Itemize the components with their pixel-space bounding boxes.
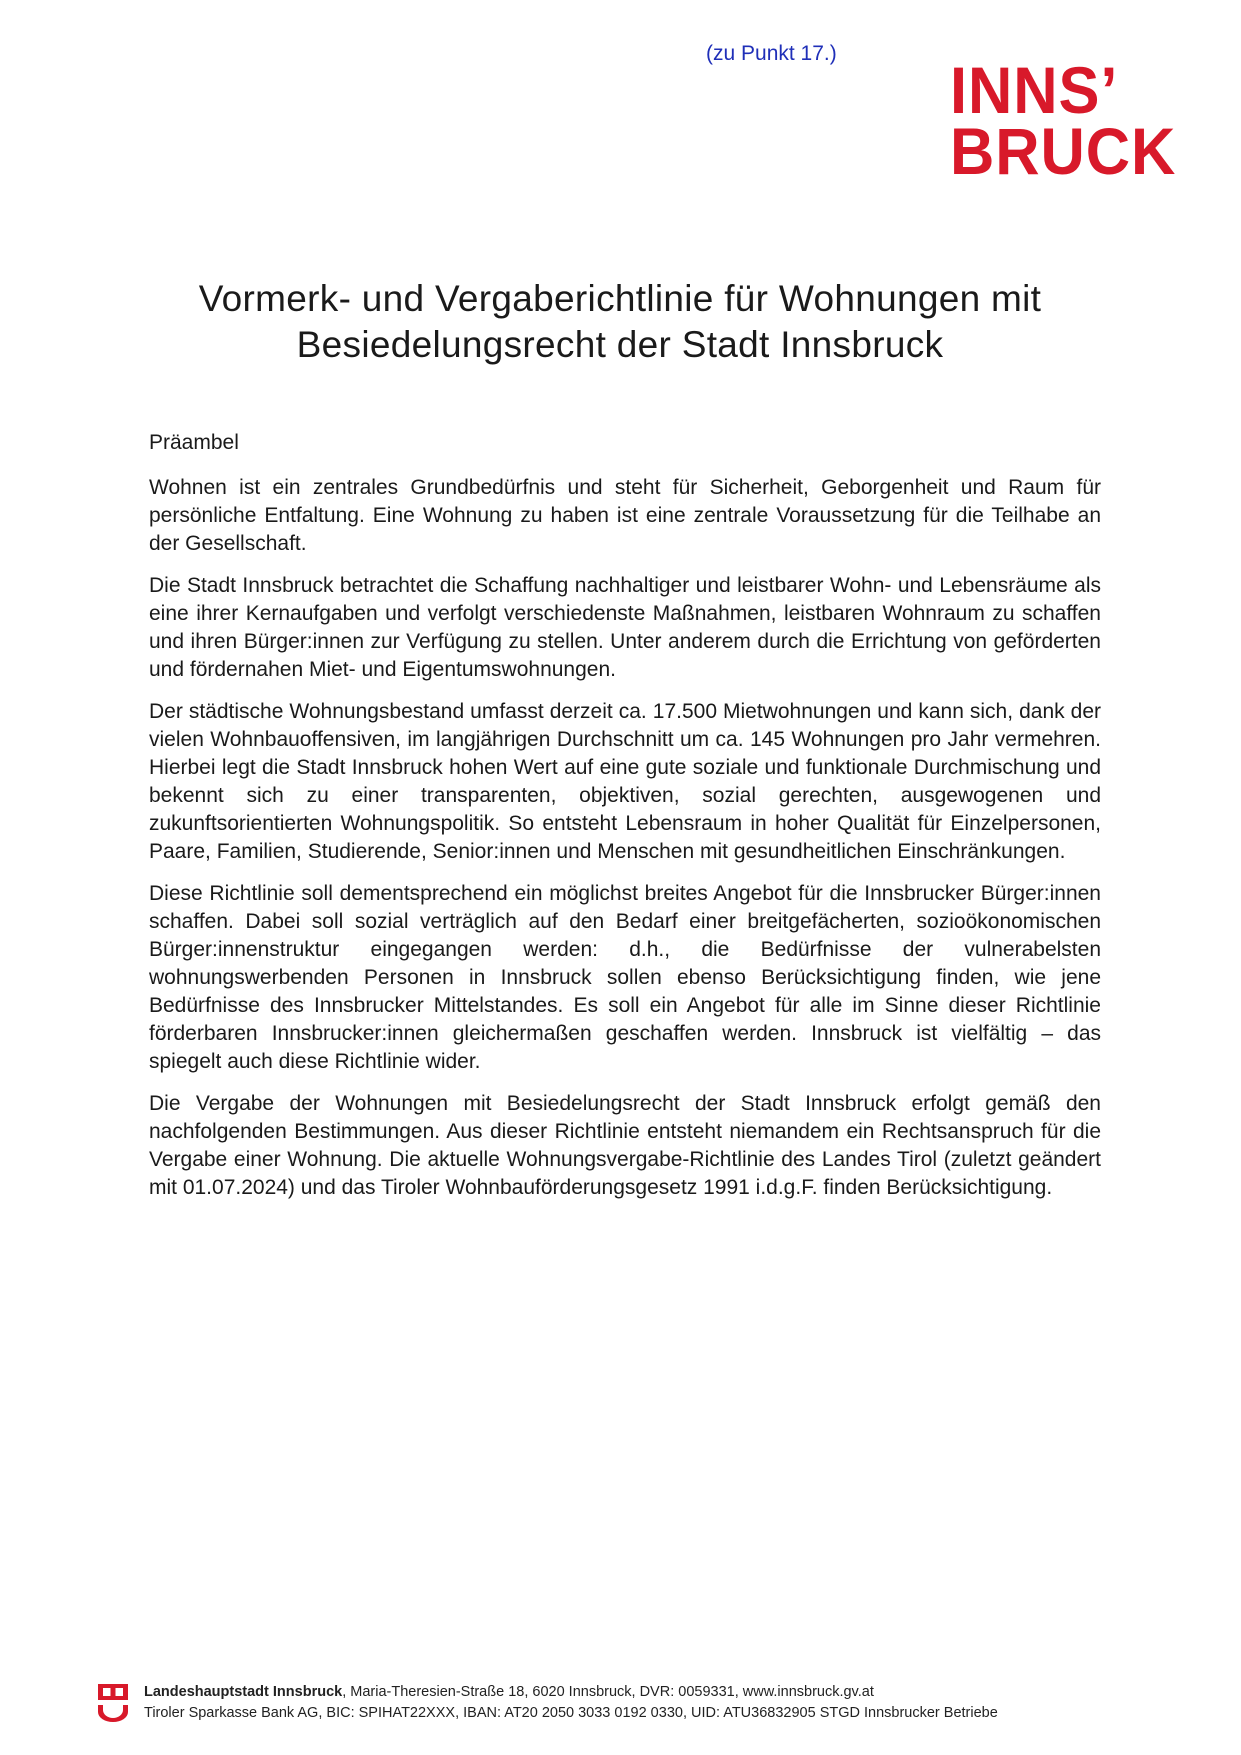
paragraph: Diese Richtlinie soll dementsprechend ein möglichst breites Angebot für die Innsbrucker Bürger:innen schaffen. Dabei soll sozial verträglich auf den Bedarf einer breitgefächerten, sozioökonomischen Bürger:innenstruktur eingegangen werden: d.h., die Bedürfnisse der vulnerabelsten wohnungswerbenden Personen in Innsbruck sollen ebenso Berücksichtigung finden, wie jene Bedürfnisse des Innsbrucker Mittelstandes. Es soll ein Angebot für alle im Sinne dieser Richtlinie förderbaren Innsbrucker:innen gleichermaßen geschaffen werden. Innsbruck ist vielfältig – das spiegelt auch diese Richtlinie wider. [149, 882, 1101, 1073]
paragraph: Wohnen ist ein zentrales Grundbedürfnis und steht für Sicherheit, Geborgenheit und Raum für persönliche Entfaltung. Eine Wohnung zu haben ist eine zentrale Voraussetzung für die Teilhabe an der Gesellschaft. [149, 476, 1101, 555]
footer-address: , Maria-Theresien-Straße 18, 6020 Innsbruck, DVR: 0059331, www.innsbruck.gv.at [342, 1684, 874, 1700]
footer-bank-line: Tiroler Sparkasse Bank AG, BIC: SPIHAT22XXX, IBAN: AT20 2050 3033 0192 0330, UID: ATU36832905 STGD Innsbrucker Betriebe [144, 1705, 998, 1721]
logo-line-1: INNS’ [950, 53, 1119, 127]
document-title-line-2: Besiedelungsrecht der Stadt Innsbruck [296, 324, 944, 365]
footer-text [144, 1682, 998, 1724]
footer-address-line [144, 1682, 998, 1703]
logo-line-2: BRUCK [950, 113, 1177, 188]
document-title-line-1: Vormerk- und Vergaberichtlinie für Wohnungen mit [198, 278, 1042, 319]
paragraph: Der städtische Wohnungsbestand umfasst derzeit ca. 17.500 Mietwohnungen und kann sich, dank der vielen Wohnbauoffensiven, im langjährigen Durchschnitt um ca. 145 Wohnungen pro Jahr vermehren. Hierbei legt die Stadt Innsbruck hohen Wert auf eine gute soziale und funktionale Durchmischung und bekennt sich zu einer transparenten, objektiven, sozial gerechten, ausgewogenen und zukunftsorientierten Wohnungspolitik. So entsteht Lebensraum in hoher Qualität für Einzelpersonen, Paare, Familien, Studierende, Senior:innen und Menschen mit gesundheitlichen Einschränkungen. [149, 700, 1101, 863]
section-heading: Präambel [149, 431, 239, 454]
innsbruck-logo [950, 53, 1190, 188]
paragraph: Die Stadt Innsbruck betrachtet die Schaffung nachhaltiger und leistbarer Wohn- und Lebensräume als eine ihrer Kernaufgaben und verfolgt verschiedenste Maßnahmen, leistbaren Wohnraum zu schaffen und ihren Bürger:innen zur Verfügung zu stellen. Unter anderem durch die Errichtung von geförderten und fördernahen Miet- und Eigentumswohnungen. [149, 574, 1101, 681]
preamble-body [149, 474, 1101, 1216]
innsbruck-bridge-icon [98, 1684, 128, 1722]
document-title [120, 276, 1120, 368]
footer-org-name: Landeshauptstadt Innsbruck [144, 1684, 343, 1700]
paragraph: Die Vergabe der Wohnungen mit Besiedelungsrecht der Stadt Innsbruck erfolgt gemäß den nachfolgenden Bestimmungen. Aus dieser Richtlinie entsteht niemandem ein Rechtsanspruch für die Vergabe einer Wohnung. Die aktuelle Wohnungsvergabe-Richtlinie des Landes Tirol (zuletzt geändert mit 01.07.2024) und das Tiroler Wohnbauförderungsgesetz 1991 i.d.g.F. finden Berücksichtigung. [149, 1092, 1101, 1199]
agenda-reference: (zu Punkt 17.) [706, 42, 837, 65]
footer [98, 1682, 1138, 1728]
